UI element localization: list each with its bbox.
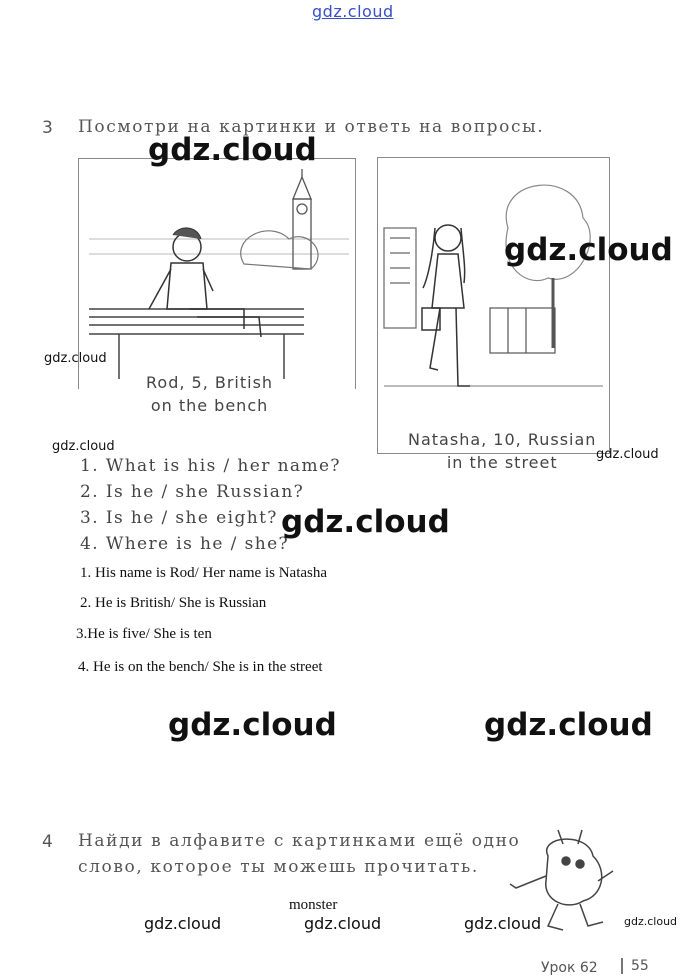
task3-number: 3 [42,118,53,138]
natasha-caption-line1: Natasha, 10, Russian [408,430,597,449]
rod-illustration [79,159,355,389]
watermark: gdz.cloud [464,914,542,933]
watermark-top: gdz.cloud [312,2,394,21]
watermark: gdz.cloud [52,439,115,454]
watermark: gdz.cloud [596,447,659,462]
natasha-caption [408,428,596,474]
lesson-label: Урок 62 [541,960,598,976]
task4-instruction-line1: Найди в алфавите с картинками ещё одно [78,831,521,851]
question-1: 1. What is his / her name? [80,456,341,476]
natasha-caption-line2: in the street [446,453,558,472]
task4-answer: monster [289,897,338,913]
watermark: gdz.cloud [44,351,107,366]
question-2: 2. Is he / she Russian? [80,482,305,502]
rod-caption-line2: on the bench [150,396,269,415]
task4-instruction-line2: слово, которое ты можешь прочитать. [78,857,479,877]
task3-instruction: Посмотри на картинки и ответь на вопросы. [78,117,545,137]
question-4: 4. Where is he / she? [80,534,290,554]
watermark: gdz.cloud [484,707,653,743]
watermark: gdz.cloud [304,914,382,933]
rod-caption-line1: Rod, 5, British [146,373,274,392]
answer-4: 4. He is on the bench/ She is in the street [78,659,323,675]
watermark: gdz.cloud [148,132,317,168]
watermark: gdz.cloud [281,504,450,540]
picture-rod [78,158,356,389]
task4-number: 4 [42,832,53,852]
watermark: gdz.cloud [504,232,673,268]
answer-3: 3.He is five/ She is ten [76,626,212,642]
watermark: gdz.cloud [624,915,678,928]
picture-natasha [377,157,610,454]
answer-2: 2. He is British/ She is Russian [80,595,267,611]
page-number: 55 [621,958,649,974]
rod-caption [146,371,273,417]
watermark: gdz.cloud [168,707,337,743]
answer-1: 1. His name is Rod/ Her name is Natasha [80,565,328,581]
watermark: gdz.cloud [144,914,222,933]
question-3: 3. Is he / she eight? [80,508,278,528]
natasha-illustration [378,158,609,398]
